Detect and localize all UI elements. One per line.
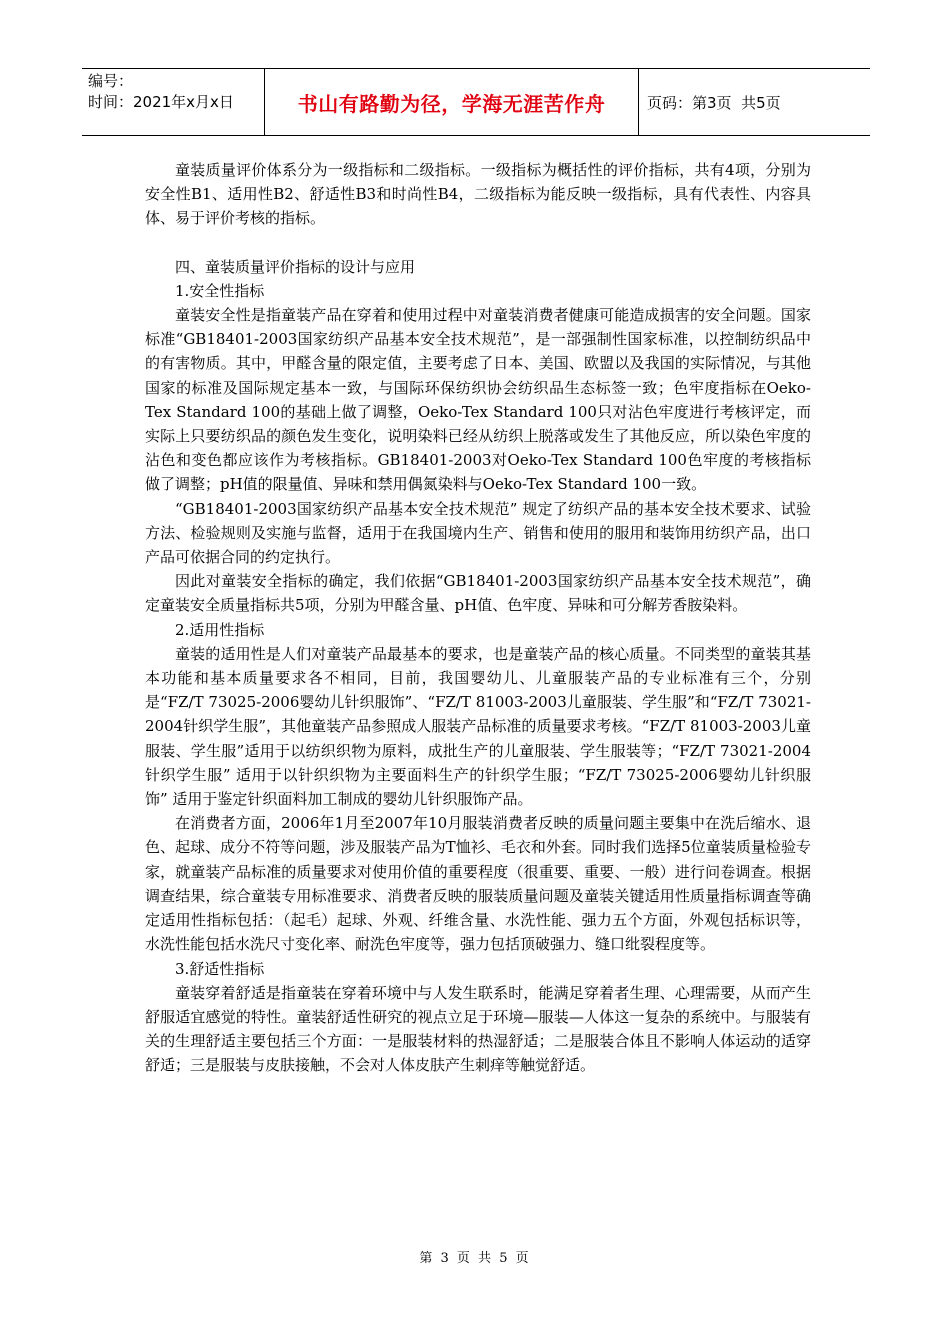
body-paragraph: 童装的适用性是人们对童装产品最基本的要求，也是童装产品的核心质量。不同类型的童装其基本功能和基本质量要求各不相同，目前，我国婴幼儿、儿童服装产品的专业标准有三个，分别是“FZ/T 73025-2006婴幼儿针织服饰”、“FZ/T 81003-2003儿童服装、学生服”和“FZ/T 73021-2004针织学生服”，其他童装产品参照成人服装产品标准的质量要求考核。“FZ/T 81003-2003儿童服装、学生服”适用于以纺织织物为原料，成批生产的儿童服装、学生服装等；“FZ/T 73021-2004针织学生服” 适用于以针织织物为主要面料生产的针织学生服；“FZ/T 73025-2006婴幼儿针织服饰” 适用于鉴定针织面料加工制成的婴幼儿针织服饰产品。 — [145, 644, 811, 809]
header-meta-cell — [82, 69, 264, 135]
document-date: 时间：2021年x月x日 — [88, 93, 234, 111]
body-paragraph: 童装质量评价体系分为一级指标和二级指标。一级指标为概括性的评价指标，共有4项，分别为安全性B1、适用性B2、舒适性B3和时尚性B4，二级指标为能反映一级指标，具有代表性、内容具体、易于评价考核的指标。 — [145, 161, 811, 228]
header-table — [82, 68, 870, 136]
subsection-heading: 2.适用性指标 — [175, 620, 265, 639]
footer-page-number: 第 3 页 共 5 页 — [419, 1251, 531, 1266]
header-motto: 书山有路勤为径，学海无涯苦作舟 — [297, 91, 606, 116]
body-paragraph: 童装穿着舒适是指童装在穿着环境中与人发生联系时，能满足穿着者生理、心理需要，从而产生舒服适宜感觉的特性。童装舒适性研究的视点立足于环境—服装—人体这一复杂的系统中。与服装有关的生理舒适主要包括三个方面：一是服装材料的热湿舒适；二是服装合体且不影响人体运动的适穿舒适；三是服装与皮肤接触，不会对人体皮肤产生刺痒等触觉舒适。 — [145, 983, 811, 1075]
body-paragraph: 在消费者方面，2006年1月至2007年10月服装消费者反映的质量问题主要集中在洗后缩水、退色、起球、成分不符等问题，涉及服装产品为T恤衫、毛衣和外套。同时我们选择5位童装质量检验专家，就童装产品标准的质量要求对使用价值的重要程度（很重要、重要、一般）进行问卷调查。根据调查结果，综合童装专用标准要求、消费者反映的服装质量问题及童装关键适用性质量指标调查等确定适用性指标包括：（起毛）起球、外观、纤维含量、水洗性能、强力五个方面，外观包括标识等，水洗性能包括水洗尺寸变化率、耐洗色牢度等，强力包括顶破强力、缝口纰裂程度等。 — [145, 814, 811, 954]
body-paragraph: 童装安全性是指童装产品在穿着和使用过程中对童装消费者健康可能造成损害的安全问题。国家标准“GB18401-2003国家纺织产品基本安全技术规范”，是一部强制性国家标准，以控制纺织品中的有害物质。其中，甲醛含量的限定值，主要考虑了日本、美国、欧盟以及我国的实际情况，与其他国家的标准及国际规定基本一致，与国际环保纺织协会纺织品生态标签一致；色牢度指标在Oeko-Tex Standard 100的基础上做了调整，Oeko-Tex Standard 100只对沾色牢度进行考核评定，而实际上只要纺织品的颜色发生变化，说明染料已经从纺织上脱落或发生了其他反应，所以染色牢度的沾色和变色都应该作为考核指标。GB18401-2003对Oeko-Tex Standard 100色牢度的考核指标做了调整；pH值的限量值、异味和禁用偶氮染料与Oeko-Tex Standard 100一致。 — [145, 306, 811, 494]
body-paragraph: 因此对童装安全指标的确定，我们依据“GB18401-2003国家纺织产品基本安全技术规范”，确定童装安全质量指标共5项，分别为甲醛含量、pH值、色牢度、异味和可分解芳香胺染料。 — [145, 572, 811, 615]
document-number-label: 编号： — [88, 72, 134, 90]
header-page-cell — [639, 69, 870, 135]
header-motto-cell — [264, 69, 639, 135]
header-page-number: 页码：第3页 共5页 — [647, 93, 781, 112]
subsection-heading: 1.安全性指标 — [175, 281, 265, 300]
section-heading: 四、童装质量评价指标的设计与应用 — [175, 257, 416, 276]
body-paragraph: “GB18401-2003国家纺织产品基本安全技术规范” 规定了纺织产品的基本安全技术要求、试验方法、检验规则及实施与监督，适用于在我国境内生产、销售和使用的服用和装饰用纺织产品，出口产品可依据合同的约定执行。 — [145, 499, 811, 567]
document-body — [145, 158, 811, 1078]
page-footer — [0, 1247, 950, 1266]
subsection-heading: 3.舒适性指标 — [175, 959, 265, 978]
